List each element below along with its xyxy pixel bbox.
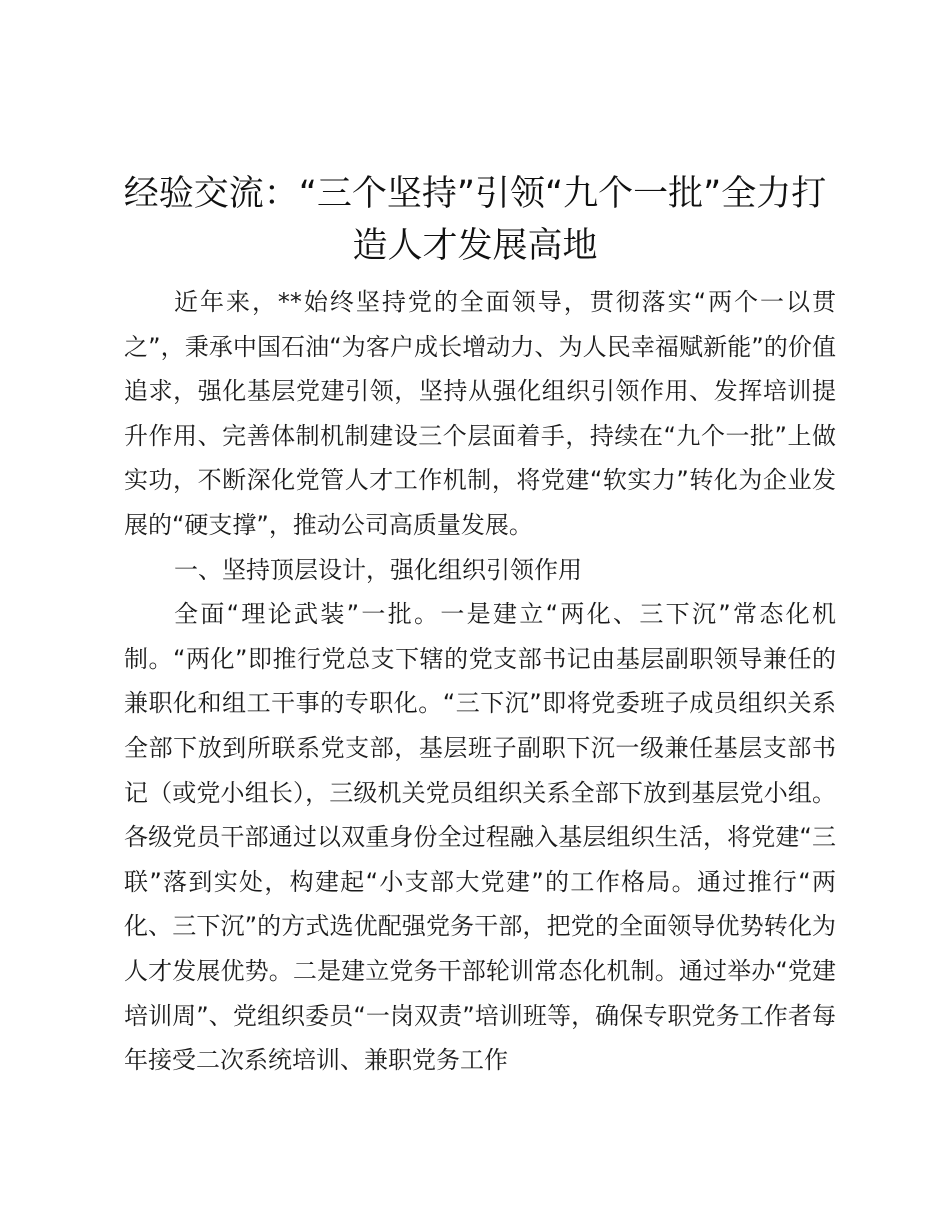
intro-paragraph: 近年来，**始终坚持党的全面领导，贯彻落实“两个一以贯之”，秉承中国石油“为客户成长增动力、为人民幸福赋新能”的价值追求，强化基层党建引领，坚持从强化组织引领作用、发挥培训提升作用、完善体制机制建设三个层面着手，持续在“九个一批”上做实功，不断深化党管人才工作机制，将党建“软实力”转化为企业发展的“硬支撑”，推动公司高质量发展。 [124,288,836,539]
body-paragraph: 全面“理论武装”一批。一是建立“两化、三下沉”常态化机制。“两化”即推行党总支下辖的党支部书记由基层副职领导兼任的兼职化和组工干事的专职化。“三下沉”即将党委班子成员组织关系全部下放到所联系党支部，基层班子副职下沉一级兼任基层支部书记（或党小组长），三级机关党员组织关系全部下放到基层党小组。各级党员干部通过以双重身份全过程融入基层组织生活，将党建“三联”落到实处，构建起“小支部大党建”的工作格局。通过推行“两化、三下沉”的方式选优配强党务干部，把党的全面领导优势转化为人才发展优势。二是建立党务干部轮训常态化机制。通过举办“党建培训周”、党组织委员“一岗双责”培训班等，确保专职党务工作者每年接受二次系统培训、兼职党务工作 [124,600,836,1075]
document-body [124,280,836,1083]
section-heading: 一、坚持顶层设计，强化组织引领作用 [174,555,582,584]
document-title: 经验交流：“三个坚持”引领“九个一批”全力打造人才发展高地 [123,174,827,266]
